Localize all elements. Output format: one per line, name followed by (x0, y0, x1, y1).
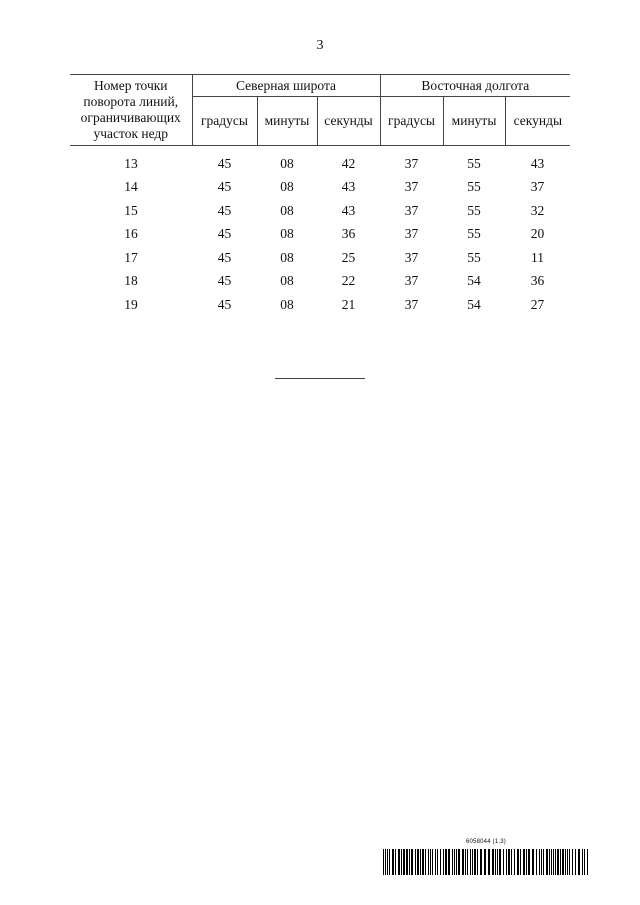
cell-lon-min: 55 (467, 249, 481, 265)
header-lon-degrees: градусы (380, 97, 443, 146)
cell-lon-sec: 37 (530, 179, 545, 195)
header-east-longitude: Восточная долгота (380, 75, 570, 97)
table-row (70, 246, 570, 270)
cell-lat-sec: 22 (341, 273, 356, 289)
cell-lat-deg: 45 (217, 273, 232, 289)
cell-lat-min: 08 (280, 179, 294, 195)
cell-lat-min: 08 (280, 273, 294, 289)
header-lat-minutes: минуты (257, 97, 317, 146)
cell-lon-sec: 36 (530, 273, 545, 289)
table-row (70, 223, 570, 247)
cell-lat-sec: 43 (341, 179, 356, 195)
header-lon-minutes: минуты (443, 97, 505, 146)
cell-point: 15 (124, 202, 138, 218)
header-north-latitude: Северная широта (192, 75, 380, 97)
barcode-number: 6058044 (1.3) (466, 839, 506, 845)
end-divider (275, 378, 365, 379)
cell-lat-min: 08 (280, 296, 294, 312)
cell-lon-deg: 37 (404, 179, 419, 195)
table-row (70, 270, 570, 294)
cell-lat-min: 08 (280, 226, 294, 242)
header-lat-degrees: градусы (192, 97, 257, 146)
cell-lat-min: 08 (280, 249, 294, 265)
cell-lon-min: 54 (467, 296, 481, 312)
cell-point: 19 (124, 296, 138, 312)
cell-lon-deg: 37 (404, 202, 419, 218)
cell-lat-deg: 45 (217, 249, 232, 265)
cell-lat-sec: 43 (341, 202, 356, 218)
cell-lon-deg: 37 (404, 296, 419, 312)
cell-lon-sec: 43 (530, 155, 545, 171)
cell-lon-sec: 20 (530, 226, 545, 242)
page-number: 3 (316, 38, 324, 53)
cell-lon-deg: 37 (404, 249, 419, 265)
cell-lon-sec: 27 (530, 296, 545, 312)
cell-lon-min: 55 (467, 155, 481, 171)
header-point-number: Номер точки поворота линий, ограничивающих участок недр (70, 75, 192, 146)
cell-lon-min: 55 (467, 202, 481, 218)
barcode-icon (383, 849, 589, 875)
header-lon-seconds: секунды (505, 97, 570, 146)
cell-lon-sec: 11 (531, 249, 545, 265)
header-lat-seconds: секунды (317, 97, 380, 146)
table-row (70, 146, 570, 176)
cell-lat-min: 08 (280, 202, 294, 218)
cell-lat-deg: 45 (217, 179, 232, 195)
cell-point: 13 (124, 155, 138, 171)
cell-lat-sec: 21 (341, 296, 356, 312)
table-row (70, 293, 570, 317)
cell-lat-sec: 25 (341, 249, 356, 265)
table-row (70, 176, 570, 200)
table-row (70, 199, 570, 223)
coordinates-table (70, 74, 570, 317)
cell-point: 18 (124, 273, 138, 289)
cell-lon-min: 55 (467, 226, 481, 242)
cell-lon-deg: 37 (404, 273, 419, 289)
cell-lat-deg: 45 (217, 226, 232, 242)
cell-point: 16 (124, 226, 138, 242)
cell-point: 17 (124, 249, 138, 265)
cell-lon-min: 54 (467, 273, 481, 289)
cell-lon-min: 55 (467, 179, 481, 195)
cell-lat-sec: 42 (341, 155, 356, 171)
cell-lat-deg: 45 (217, 296, 232, 312)
cell-point: 14 (124, 179, 138, 195)
cell-lat-deg: 45 (217, 202, 232, 218)
cell-lon-sec: 32 (530, 202, 545, 218)
cell-lat-min: 08 (280, 155, 294, 171)
cell-lat-sec: 36 (341, 226, 356, 242)
cell-lon-deg: 37 (404, 226, 419, 242)
cell-lon-deg: 37 (404, 155, 419, 171)
cell-lat-deg: 45 (217, 155, 232, 171)
